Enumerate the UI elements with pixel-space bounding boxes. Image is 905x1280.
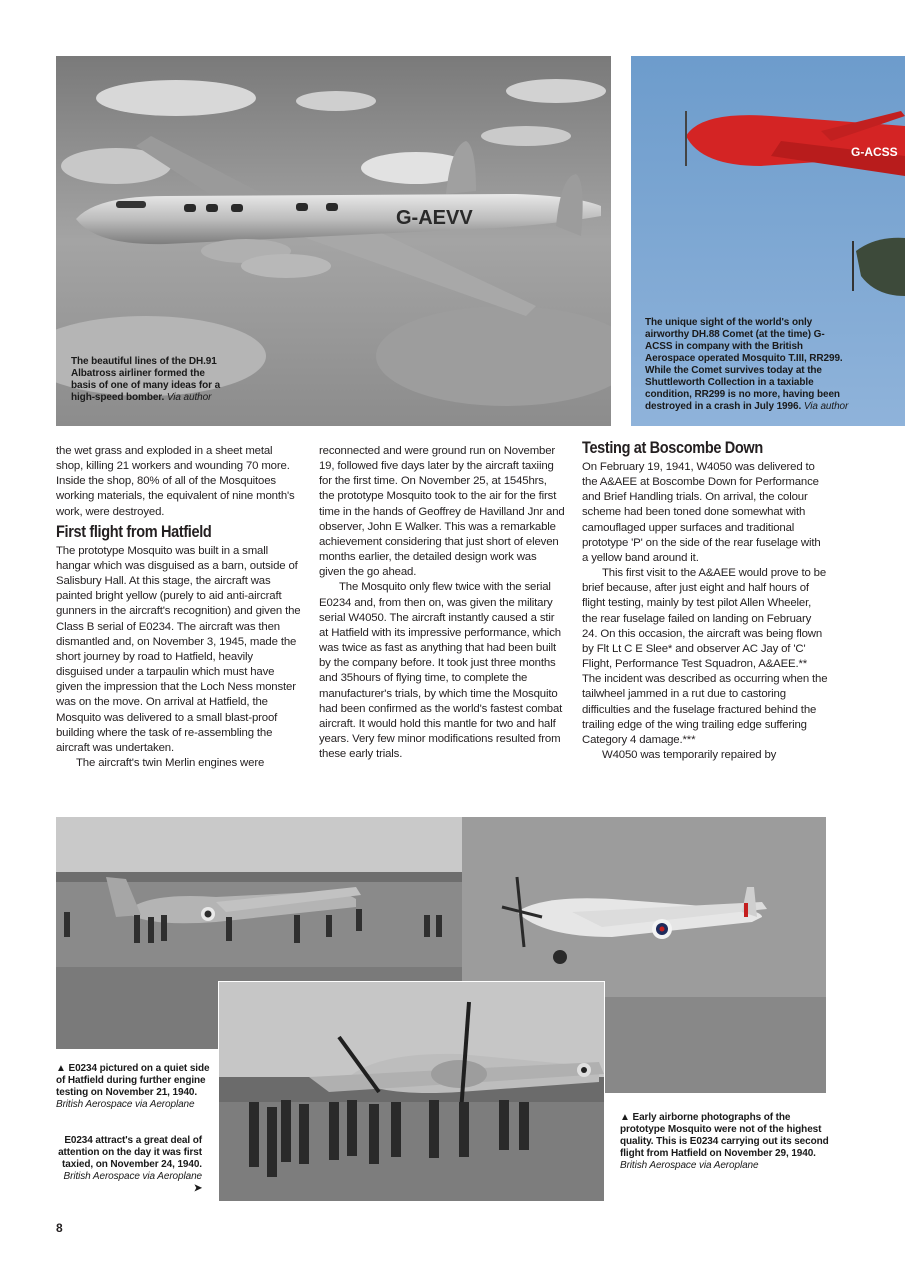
comet-caption — [645, 317, 850, 413]
col1-paragraph-1: the wet grass and exploded in a sheet metal shop, killing 21 workers and wounding 70 more. Inside the shop, 80% of all of the Mosquitoes working materials, the equivalent of nine month's work, were destroyed. — [56, 445, 295, 518]
comet-registration: G-ACSS — [851, 145, 898, 159]
col2-paragraph-2: The Mosquito only flew twice with the serial E0234 and, from then on, was given the military serial W4050. The aircraft instantly caused a stir at Hatfield with its impressive performance, which was twice as fast as anything that had been built by the company before. It took just three months and 35hours of flying time, to complete the manufacturer's trials, by which time the Mosquito had been confirmed as the world's fastest combat aircraft. It would hold this mantle for two and half years. Very few minor modifications resulted from these early trials. — [319, 581, 563, 761]
section-heading-boscombe-down: Testing at Boscombe Down — [582, 439, 763, 457]
col1-paragraph-2: The prototype Mosquito was built in a small hangar which was disguised as a barn, outside of Salisbury Hall. At this stage, the aircraft was painted bright yellow (purely to aid anti-aircraft gunners in the aircraft's recognition) and given the Class B serial of E0234. The aircraft was then dismantled and, on November 3, 1945, made the short journey by road to Hatfield, heavily disguised under a tarpaulin which must have given the impression that the Loch Ness monster was on the move. On arrival at Hatfield, the Mosquito was delivered to a small blast-proof building where the task of re-assembling the aircraft was undertaken. — [56, 544, 301, 754]
article-column-1 — [56, 444, 302, 771]
albatross-caption-text: The beautiful lines of the DH.91 Albatross airliner formed the basis of one of many ideas for a high-speed bomber. — [71, 356, 221, 403]
ground-test-caption-text: E0234 pictured on a quiet side of Hatfield during further engine testing on November 21, 1940. — [56, 1063, 210, 1098]
taxi-caption — [56, 1135, 202, 1195]
col3-paragraph-3: W4050 was temporarily repaired by — [602, 748, 777, 761]
col2-paragraph-1: reconnected and were ground run on November 19, followed five days later by the aircraft taxiing for the first time. On November 25, at 1545hrs, the prototype Mosquito took to the air for the first time in the hands of Geoffrey de Havilland Jnr and observer, John E Walker. This was a remarkable achievement considering that just short of eleven months earlier, the detailed design work was given the go ahead. — [319, 445, 565, 579]
ground-test-caption-arrow: ▲ — [56, 1063, 66, 1074]
taxi-image — [219, 982, 604, 1201]
taxi-photo — [218, 981, 605, 1202]
airborne-caption-arrow: ▲ — [620, 1112, 630, 1123]
airborne-caption — [620, 1112, 830, 1172]
article-column-3 — [582, 436, 828, 763]
page-number: 8 — [56, 1221, 63, 1235]
taxi-credit: British Aerospace via Aeroplane — [63, 1171, 202, 1182]
airborne-credit: British Aerospace via Aeroplane — [620, 1160, 759, 1171]
albatross-caption — [71, 356, 231, 404]
comet-credit: Via author — [803, 401, 849, 412]
albatross-credit: Via author — [166, 392, 212, 403]
ground-test-credit: British Aerospace via Aeroplane — [56, 1099, 195, 1110]
albatross-registration: G-AEVV — [396, 207, 473, 229]
article-column-2 — [319, 444, 565, 762]
taxi-caption-text: E0234 attract's a great deal of attention on the day it was first taxied, on November 24, 1940. — [58, 1135, 202, 1170]
col3-paragraph-1: On February 19, 1941, W4050 was delivered to the A&AEE at Boscombe Down for Performance and Brief Handling trials. On arrival, the colour scheme had been toned done somewhat with camouflaged upper surfaces and traditional prototype 'P' on the side of the rear fuselage with a yellow band around it. — [582, 461, 821, 564]
airborne-caption-text: Early airborne photographs of the prototype Mosquito were not of the highest quality. This is E0234 carrying out its second flight from Hatfield on November 29, 1940. — [620, 1112, 829, 1159]
col3-paragraph-2: This first visit to the A&AEE would prove to be brief because, after just eight and half hours of flight testing, mainly by test pilot Allen Wheeler, the rear fuselage failed on landing on February 24. On this occasion, the aircraft was being flown by Flt Lt C E Slee* and observer AC Jay of 'C' Flight, Performance Test Squadron, A&AEE.** The incident was described as occurring when the tailwheel jammed in a rut due to castoring difficulties and the fuselage fractured behind the trailing edge of the wing trailing edge suffering Category 4 damage.*** — [582, 567, 828, 746]
section-heading-first-flight: First flight from Hatfield — [56, 522, 212, 541]
ground-test-caption — [56, 1063, 214, 1111]
comet-caption-text: The unique sight of the world's only airworthy DH.88 Comet (at the time) G-ACSS in company with the British Aerospace operated Mosquito T.III, RR299. While the Comet survives today at the Shuttleworth Collection in a taxiable condition, RR299 is no more, having been destroyed in a crash in July 1996. — [645, 317, 843, 412]
taxi-caption-arrow: ➤ — [193, 1183, 202, 1194]
col1-paragraph-3: The aircraft's twin Merlin engines were — [76, 756, 265, 769]
